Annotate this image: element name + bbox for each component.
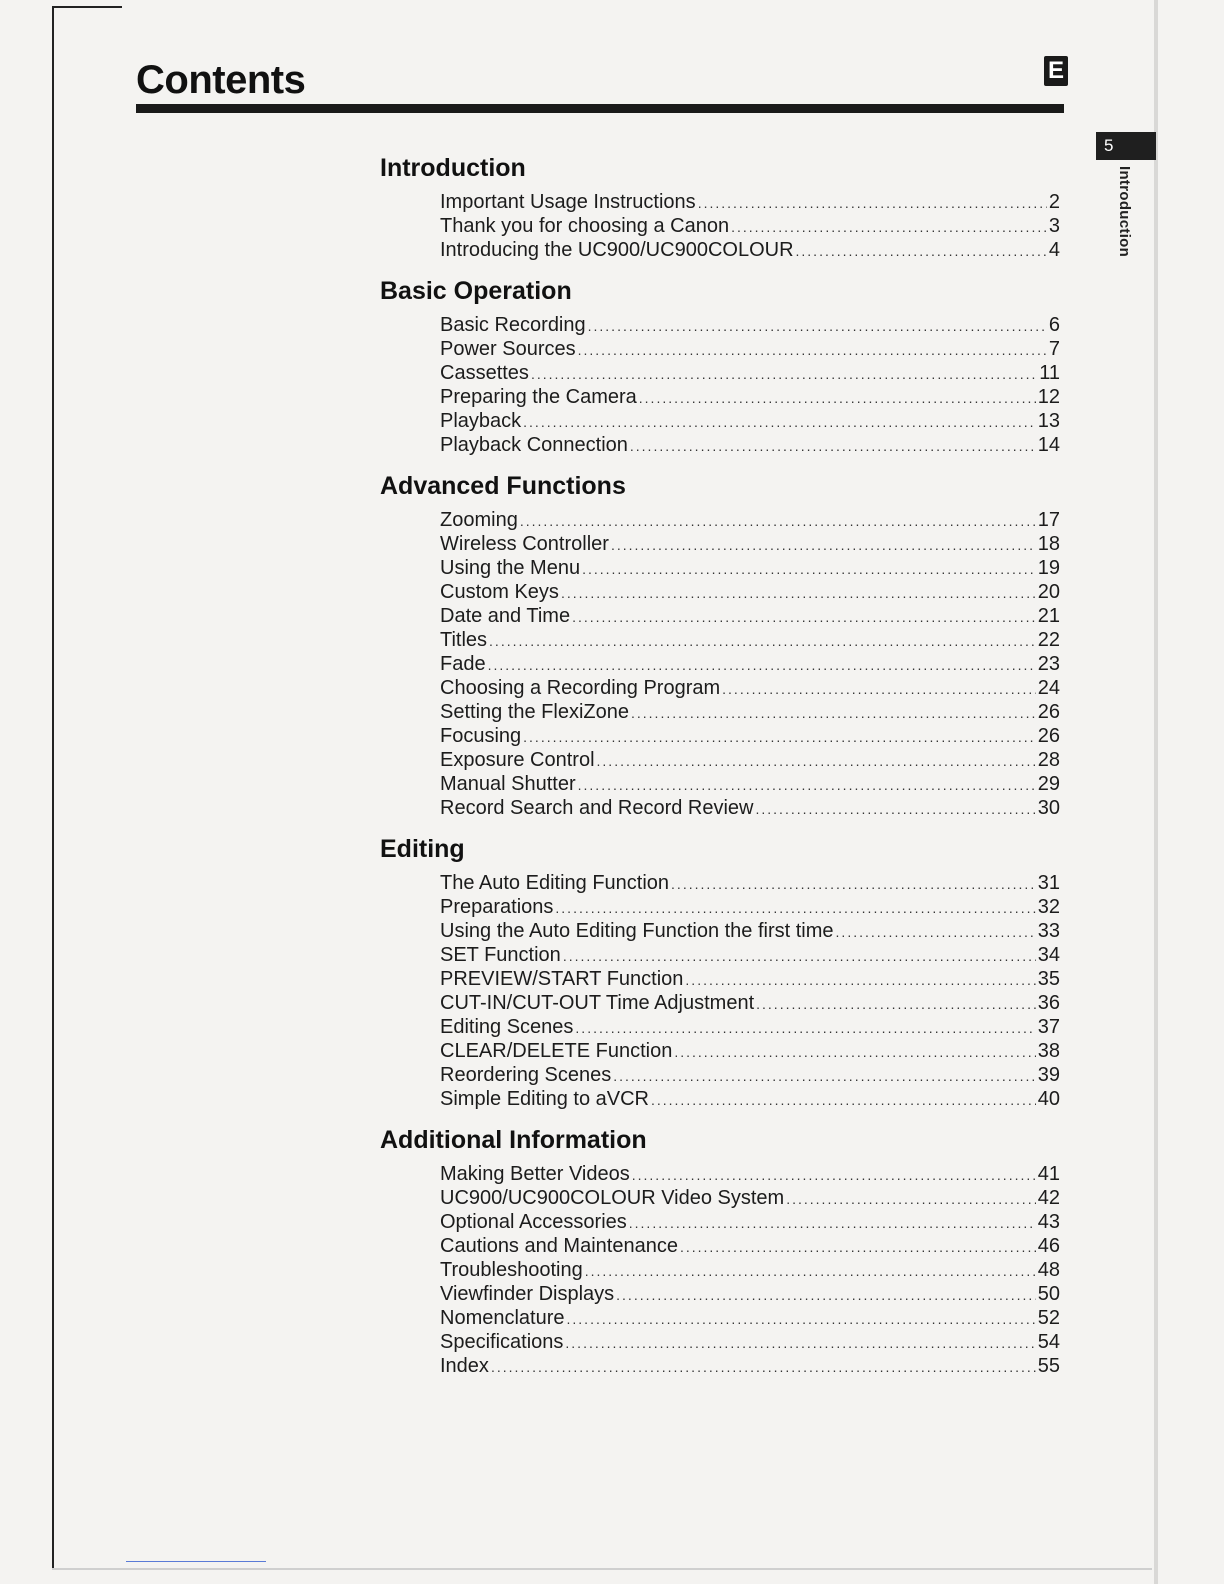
toc-entry[interactable]	[440, 748, 1060, 772]
entry-title: Editing Scenes	[440, 1016, 574, 1038]
toc-entry[interactable]	[440, 772, 1060, 796]
entry-title: Nomenclature	[440, 1307, 565, 1329]
entry-page: 41	[1037, 1163, 1060, 1185]
entry-page: 37	[1037, 1016, 1060, 1038]
entry-page: 54	[1037, 1331, 1060, 1353]
entry-title: The Auto Editing Function	[440, 872, 670, 894]
page-title: Contents	[136, 58, 306, 102]
dot-leader	[582, 557, 1036, 581]
section-heading: Additional Information	[380, 1126, 647, 1154]
dot-leader	[639, 386, 1036, 410]
entry-page: 28	[1037, 749, 1060, 771]
entry-title: Important Usage Instructions	[440, 191, 696, 213]
dot-leader	[489, 629, 1036, 653]
dot-leader	[575, 1016, 1035, 1040]
toc-entry[interactable]	[440, 214, 1060, 238]
entry-title: Preparations	[440, 896, 554, 918]
toc-entry[interactable]	[440, 943, 1060, 967]
dot-leader	[578, 338, 1047, 362]
toc-entry[interactable]	[440, 190, 1060, 214]
toc-entry[interactable]	[440, 1039, 1060, 1063]
dot-leader	[561, 581, 1036, 605]
toc-section-advanced-functions	[380, 470, 1060, 820]
toc-entry[interactable]	[440, 1330, 1060, 1354]
toc-entry[interactable]	[440, 508, 1060, 532]
dot-leader	[629, 1211, 1036, 1235]
toc-entry[interactable]	[440, 676, 1060, 700]
dot-leader	[491, 1355, 1036, 1379]
entry-page: 13	[1037, 410, 1060, 432]
toc-entry[interactable]	[440, 1162, 1060, 1186]
dot-leader	[572, 605, 1036, 629]
page-edge-top	[52, 6, 122, 8]
toc-entry[interactable]	[440, 1210, 1060, 1234]
entry-title: UC900/UC900COLOUR Video System	[440, 1187, 785, 1209]
entry-page: 39	[1037, 1064, 1060, 1086]
entry-page: 17	[1037, 509, 1060, 531]
scan-artifact-line	[126, 1561, 266, 1562]
toc-entry[interactable]	[440, 313, 1060, 337]
entry-page: 42	[1037, 1187, 1060, 1209]
toc-entry[interactable]	[440, 1234, 1060, 1258]
dot-leader	[578, 773, 1036, 797]
entry-page: 40	[1037, 1088, 1060, 1110]
entry-title: CLEAR/DELETE Function	[440, 1040, 673, 1062]
entry-page: 12	[1037, 386, 1060, 408]
dot-leader	[588, 314, 1047, 338]
toc-entry[interactable]	[440, 1186, 1060, 1210]
toc-entry[interactable]	[440, 991, 1060, 1015]
entry-title: Fade	[440, 653, 486, 675]
side-tab-page-number: 5	[1096, 132, 1156, 160]
entry-page: 6	[1048, 314, 1060, 336]
dot-leader	[523, 725, 1036, 749]
toc-entry[interactable]	[440, 919, 1060, 943]
entry-title: Playback Connection	[440, 434, 628, 456]
entry-page: 33	[1037, 920, 1060, 942]
toc-entry[interactable]	[440, 556, 1060, 580]
dot-leader	[630, 434, 1036, 458]
entry-page: 43	[1037, 1211, 1060, 1233]
dot-leader	[836, 920, 1036, 944]
entry-title: Troubleshooting	[440, 1259, 583, 1281]
dot-leader	[731, 215, 1047, 239]
entry-title: Using the Auto Editing Function the first time	[440, 920, 834, 942]
entry-title: Preparing the Camera	[440, 386, 637, 408]
dot-leader	[611, 533, 1036, 557]
dot-leader	[756, 992, 1036, 1016]
toc-entry[interactable]	[440, 700, 1060, 724]
dot-leader	[567, 1307, 1036, 1331]
toc-entry[interactable]	[440, 724, 1060, 748]
entry-page: 34	[1037, 944, 1060, 966]
toc-entry[interactable]	[440, 433, 1060, 457]
toc-entry[interactable]	[440, 361, 1060, 385]
dot-leader	[632, 1163, 1036, 1187]
entry-page: 2	[1048, 191, 1060, 213]
dot-leader	[597, 749, 1036, 773]
entry-title: Reordering Scenes	[440, 1064, 612, 1086]
entry-title: Wireless Controller	[440, 533, 609, 555]
entry-page: 29	[1037, 773, 1060, 795]
table-of-contents	[380, 152, 1060, 1391]
entry-title: Record Search and Record Review	[440, 797, 754, 819]
entry-page: 11	[1039, 362, 1060, 384]
entry-page: 26	[1037, 725, 1060, 747]
entry-page: 26	[1037, 701, 1060, 723]
dot-leader	[555, 896, 1035, 920]
dot-leader	[786, 1187, 1036, 1211]
toc-entry[interactable]	[440, 967, 1060, 991]
dot-leader	[671, 872, 1036, 896]
entry-page: 18	[1037, 533, 1060, 555]
entry-title: Setting the FlexiZone	[440, 701, 629, 723]
entry-title: CUT-IN/CUT-OUT Time Adjustment	[440, 992, 755, 1014]
dot-leader	[698, 191, 1047, 215]
dot-leader	[680, 1235, 1036, 1259]
entry-page: 30	[1037, 797, 1060, 819]
toc-entry[interactable]	[440, 385, 1060, 409]
dot-leader	[796, 239, 1047, 263]
entry-title: Optional Accessories	[440, 1211, 627, 1233]
toc-entry[interactable]	[440, 580, 1060, 604]
entry-title: Exposure Control	[440, 749, 595, 771]
entry-title: Making Better Videos	[440, 1163, 630, 1185]
entry-page: 24	[1037, 677, 1060, 699]
entry-title: Simple Editing to aVCR	[440, 1088, 649, 1110]
entry-page: 32	[1037, 896, 1060, 918]
entry-page: 20	[1037, 581, 1060, 603]
toc-entry[interactable]	[440, 409, 1060, 433]
toc-entry[interactable]	[440, 1306, 1060, 1330]
entry-page: 55	[1037, 1355, 1060, 1377]
entry-title: Date and Time	[440, 605, 571, 627]
dot-leader	[565, 1331, 1035, 1355]
toc-entry[interactable]	[440, 1063, 1060, 1087]
toc-entry[interactable]	[440, 628, 1060, 652]
toc-entry[interactable]	[440, 604, 1060, 628]
entry-title: Zooming	[440, 509, 518, 531]
toc-entry[interactable]	[440, 532, 1060, 556]
entry-title: Choosing a Recording Program	[440, 677, 721, 699]
entry-title: Viewfinder Displays	[440, 1283, 615, 1305]
toc-section-introduction	[380, 152, 1060, 262]
toc-entry[interactable]	[440, 1087, 1060, 1111]
title-rule	[136, 104, 1064, 113]
side-tab-label: Introduction	[1116, 166, 1133, 258]
entry-page: 46	[1037, 1235, 1060, 1257]
entry-title: Cautions and Maintenance	[440, 1235, 678, 1257]
entry-title: PREVIEW/START Function	[440, 968, 684, 990]
entry-page: 14	[1037, 434, 1060, 456]
entry-page: 50	[1037, 1283, 1060, 1305]
entry-title: Titles	[440, 629, 488, 651]
entry-page: 48	[1037, 1259, 1060, 1281]
entry-title: Focusing	[440, 725, 522, 747]
dot-leader	[585, 1259, 1036, 1283]
entry-title: Using the Menu	[440, 557, 581, 579]
entry-page: 38	[1037, 1040, 1060, 1062]
entry-title: Custom Keys	[440, 581, 559, 603]
toc-entry[interactable]	[440, 1354, 1060, 1378]
entry-title: Manual Shutter	[440, 773, 576, 795]
dot-leader	[756, 797, 1036, 821]
dot-leader	[616, 1283, 1036, 1307]
section-heading: Editing	[380, 835, 465, 863]
dot-leader	[563, 944, 1036, 968]
entry-page: 21	[1037, 605, 1060, 627]
toc-entry[interactable]	[440, 337, 1060, 361]
toc-entry[interactable]	[440, 895, 1060, 919]
page-edge-right	[1154, 0, 1158, 1584]
dot-leader	[631, 701, 1036, 725]
toc-section-editing	[380, 833, 1060, 1111]
entry-page: 52	[1037, 1307, 1060, 1329]
section-heading: Advanced Functions	[380, 472, 626, 500]
dot-leader	[674, 1040, 1035, 1064]
toc-entry[interactable]	[440, 238, 1060, 262]
entry-title: Specifications	[440, 1331, 564, 1353]
entry-page: 35	[1037, 968, 1060, 990]
dot-leader	[685, 968, 1035, 992]
entry-title: Cassettes	[440, 362, 529, 384]
page-edge-bottom	[52, 1568, 1152, 1570]
entry-title: Power Sources	[440, 338, 576, 360]
entry-page: 23	[1037, 653, 1060, 675]
section-heading: Introduction	[380, 154, 526, 182]
entry-title: Basic Recording	[440, 314, 586, 336]
toc-entry[interactable]	[440, 1282, 1060, 1306]
entry-page: 22	[1037, 629, 1060, 651]
toc-entry[interactable]	[440, 796, 1060, 820]
dot-leader	[531, 362, 1037, 386]
toc-entry[interactable]	[440, 1015, 1060, 1039]
entry-page: 3	[1048, 215, 1060, 237]
dot-leader	[520, 509, 1036, 533]
dot-leader	[651, 1088, 1036, 1112]
entry-title: Index	[440, 1355, 489, 1377]
entry-title: SET Function	[440, 944, 561, 966]
toc-entry[interactable]	[440, 652, 1060, 676]
dot-leader	[488, 653, 1036, 677]
entry-page: 31	[1037, 872, 1060, 894]
toc-entry[interactable]	[440, 1258, 1060, 1282]
toc-entry[interactable]	[440, 871, 1060, 895]
entry-title: Playback	[440, 410, 522, 432]
language-badge: E	[1044, 56, 1068, 86]
toc-section-additional-information	[380, 1124, 1060, 1378]
entry-page: 36	[1037, 992, 1060, 1014]
dot-leader	[523, 410, 1036, 434]
dot-leader	[613, 1064, 1036, 1088]
entry-page: 19	[1037, 557, 1060, 579]
entry-title: Thank you for choosing a Canon	[440, 215, 730, 237]
entry-page: 4	[1048, 239, 1060, 261]
page-edge-left	[52, 6, 54, 1570]
toc-section-basic-operation	[380, 275, 1060, 457]
entry-page: 7	[1048, 338, 1060, 360]
dot-leader	[722, 677, 1036, 701]
entry-title: Introducing the UC900/UC900COLOUR	[440, 239, 794, 261]
section-heading: Basic Operation	[380, 277, 572, 305]
